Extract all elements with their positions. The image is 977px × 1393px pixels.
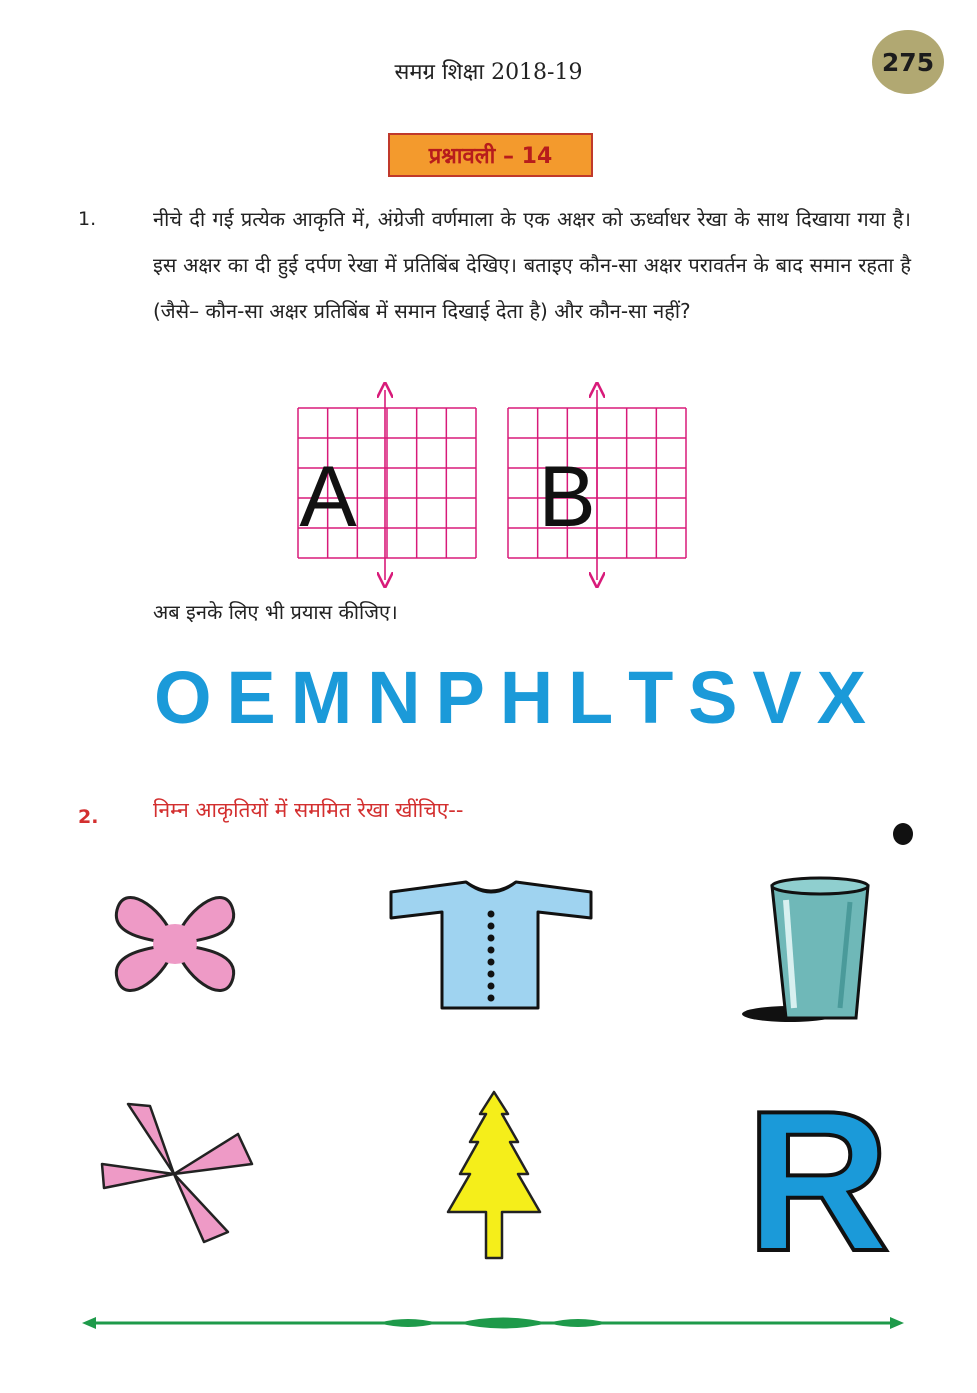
letters-row xyxy=(154,656,866,740)
letter-r-icon xyxy=(736,1088,904,1260)
letter-t: T xyxy=(628,656,674,739)
page-number-badge: 275 xyxy=(872,30,944,94)
letter-x: X xyxy=(816,656,866,739)
tree-icon xyxy=(444,1090,544,1262)
grid-letter-b: B xyxy=(538,449,596,545)
letter-h: H xyxy=(499,656,554,739)
ink-dot xyxy=(888,818,918,852)
grid-letter-a: A xyxy=(299,449,357,545)
section-title: प्रश्नावली – 14 xyxy=(388,133,593,177)
letter-n: N xyxy=(367,656,421,739)
letter-o: O xyxy=(154,656,212,739)
shirt-icon xyxy=(388,878,598,1014)
question-2-number: 2. xyxy=(78,806,99,828)
mirror-grids xyxy=(0,0,977,600)
decorative-divider xyxy=(78,1308,908,1338)
header-title: समग्र शिक्षा 2018-19 xyxy=(394,60,583,85)
question-1-text: नीचे दी गई प्रत्येक आकृति में, अंग्रेजी वर्णमाला के एक अक्षर को ऊर्ध्वाधर रेखा के साथ दिखाया गया है। इस अक्षर का दी हुई दर्पण रेखा में प्रतिबिंब देखिए। बताइए कौन-सा अक्षर परावर्तन के बाद समान रहता है (जैसे– कौन-सा अक्षर प्रतिबिंब में समान दिखाई देता है) और कौन-सा नहीं? xyxy=(153,207,911,323)
letter-v: V xyxy=(752,656,802,739)
letter-s: S xyxy=(688,656,738,739)
letter-e: E xyxy=(226,656,276,739)
glass-icon xyxy=(738,872,888,1030)
pinwheel-icon xyxy=(98,1098,258,1248)
four-petal-flower-icon xyxy=(100,874,250,1014)
letter-p: P xyxy=(435,656,485,739)
question-2-text: निम्न आकृतियों में सममित रेखा खींचिए-- xyxy=(153,798,464,822)
letter-m: M xyxy=(290,656,353,739)
figure-r-letter: R xyxy=(745,1088,891,1260)
try-these-text: अब इनके लिए भी प्रयास कीजिए। xyxy=(153,600,398,624)
question-1-number: 1. xyxy=(78,208,97,230)
letter-l: L xyxy=(568,656,614,739)
